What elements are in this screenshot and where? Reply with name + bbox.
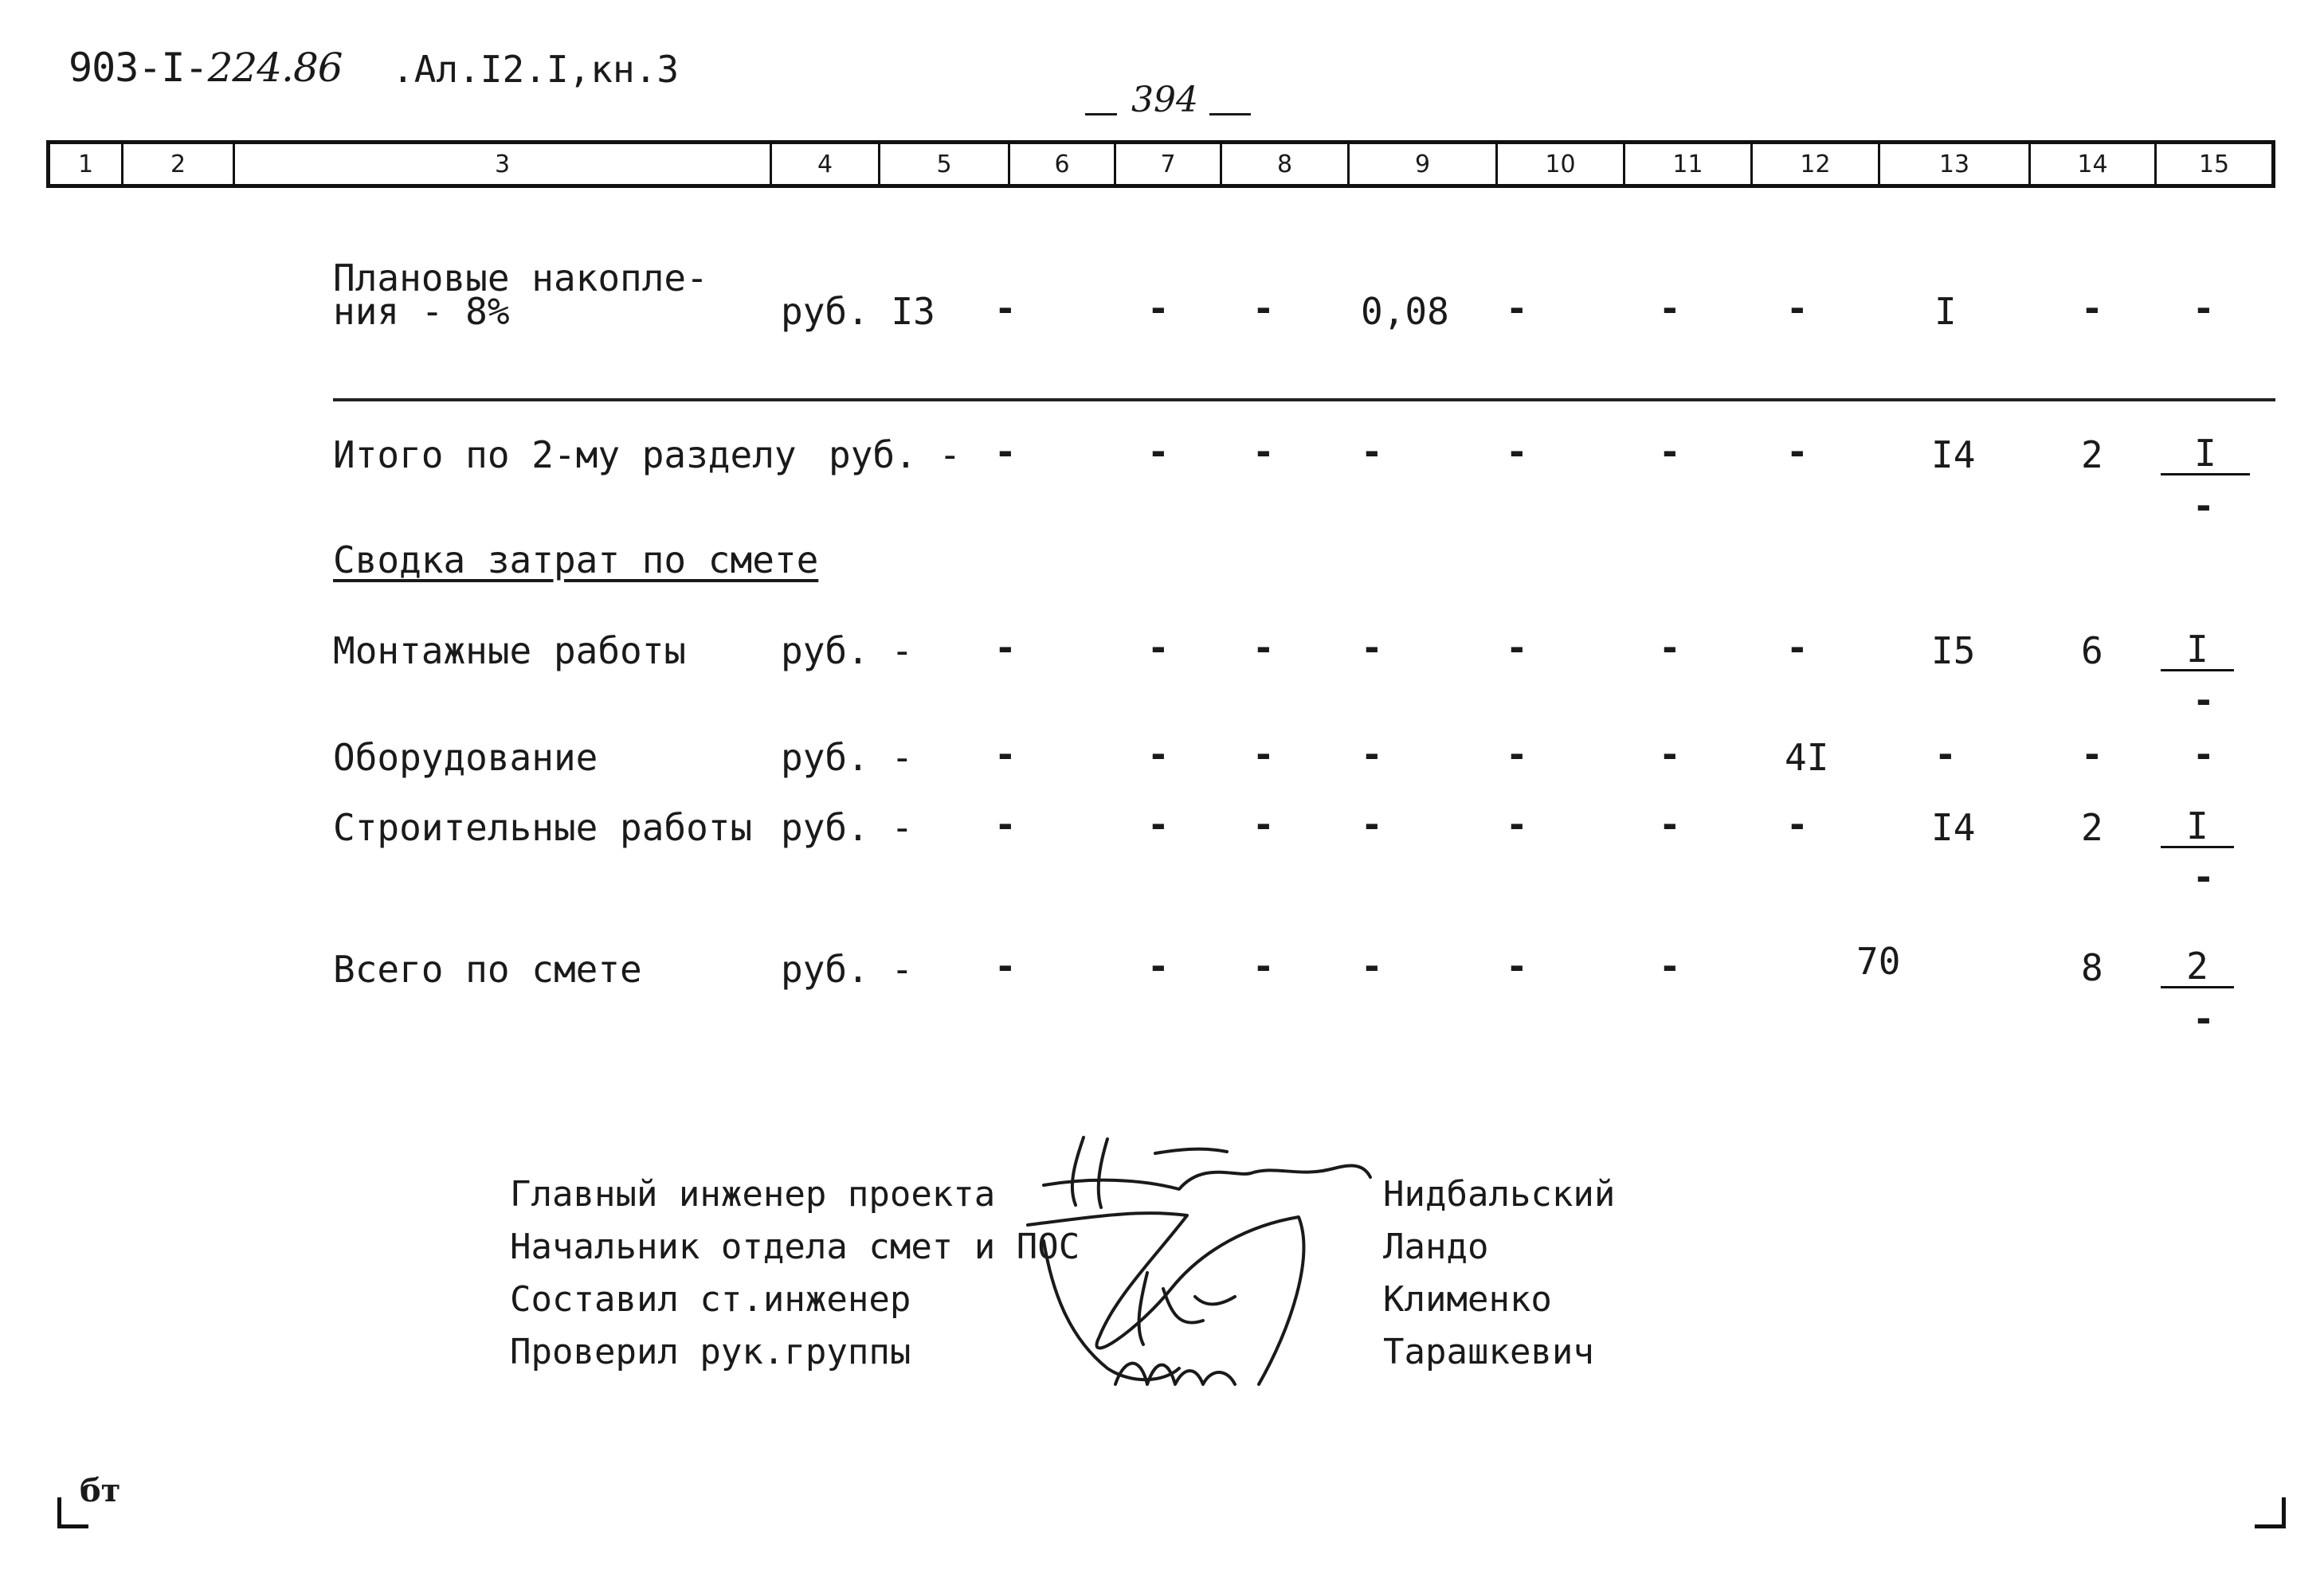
total-section2-col15: I: [2161, 433, 2250, 475]
equipment-col9: -: [1361, 733, 1383, 776]
signature-name-chief-engineer: Нидбальский: [1383, 1174, 1616, 1215]
installation-col14: 6: [2081, 629, 2103, 672]
column-header-15: 15: [2154, 144, 2271, 184]
construction-col7: -: [1147, 803, 1170, 846]
construction-col12: -: [1786, 803, 1809, 846]
installation-col11: -: [1659, 626, 1681, 669]
column-header-11: 11: [1623, 144, 1750, 184]
total-section2-col12: -: [1786, 430, 1809, 473]
installation-col13: I5: [1931, 629, 1976, 672]
column-number-header: [46, 140, 2275, 188]
signature-name-checker: Тарашкевич: [1383, 1332, 1594, 1372]
installation-label: Монтажные работы: [333, 629, 687, 672]
column-header-5: 5: [878, 144, 1008, 184]
document-code-handwritten: 224.86: [207, 45, 343, 91]
planned-col10: -: [1506, 287, 1528, 330]
installation-col15-below: -: [2193, 679, 2215, 722]
grand-total-label: Всего по смете: [333, 948, 642, 991]
construction-col11: -: [1659, 803, 1681, 846]
planned-col14: -: [2081, 287, 2103, 330]
column-header-8: 8: [1220, 144, 1347, 184]
signature-role-compiler: Составил ст.инженер: [510, 1279, 911, 1320]
construction-col8: -: [1252, 803, 1275, 846]
planned-col15: -: [2193, 287, 2215, 330]
total-section2-col13: I4: [1931, 433, 1976, 476]
planned-col7: -: [1147, 287, 1170, 330]
construction-col15-below: -: [2193, 855, 2215, 898]
grand-total-col11: -: [1659, 945, 1681, 988]
planned-col6: -: [994, 287, 1017, 330]
construction-col13: I4: [1931, 806, 1976, 849]
grand-total-col12: 70: [1856, 940, 1901, 983]
installation-col6: -: [994, 626, 1017, 669]
document-code: 903-I-224.86: [69, 45, 343, 91]
installation-col10: -: [1506, 626, 1528, 669]
total-section2-label: Итого по 2-му разделу: [333, 433, 797, 476]
total-section2-col10: -: [1506, 430, 1528, 473]
total-section2-col15-below: -: [2193, 484, 2215, 527]
planned-label-line2: ния - 8%: [333, 290, 510, 333]
total-section2-col11: -: [1659, 430, 1681, 473]
total-section2-col9: -: [1361, 430, 1383, 473]
grand-total-col6: -: [994, 945, 1017, 988]
column-header-12: 12: [1750, 144, 1878, 184]
total-section2-col7: -: [1147, 430, 1170, 473]
planned-col11: -: [1659, 287, 1681, 330]
equipment-col12: 4I: [1785, 736, 1829, 779]
column-header-9: 9: [1347, 144, 1495, 184]
installation-col12: -: [1786, 626, 1809, 669]
column-header-4: 4: [770, 144, 878, 184]
grand-total-col14: 8: [2081, 946, 2103, 989]
installation-unit: руб. -: [781, 629, 914, 672]
equipment-col8: -: [1252, 733, 1275, 776]
signature-role-checker: Проверил рук.группы: [510, 1332, 911, 1372]
total-section2-col14: 2: [2081, 433, 2103, 476]
column-header-14: 14: [2028, 144, 2154, 184]
column-header-3: 3: [233, 144, 770, 184]
page-number: 394: [1131, 80, 1198, 120]
construction-col15: I: [2161, 806, 2234, 848]
grand-total-col9: -: [1361, 945, 1383, 988]
equipment-col10: -: [1506, 733, 1528, 776]
construction-col14: 2: [2081, 806, 2103, 849]
equipment-col7: -: [1147, 733, 1170, 776]
planned-col8: -: [1252, 287, 1275, 330]
grand-total-col15: 2: [2161, 946, 2234, 988]
stamp-mark: бт: [80, 1472, 121, 1509]
installation-col9: -: [1361, 626, 1383, 669]
page-number-dash-left: [1085, 113, 1117, 115]
planned-col12: -: [1786, 287, 1809, 330]
equipment-label: Оборудование: [333, 736, 598, 779]
construction-label: Строительные работы: [333, 806, 753, 849]
construction-col9: -: [1361, 803, 1383, 846]
planned-col9: 0,08: [1361, 290, 1449, 333]
corner-mark-bottom-left: [57, 1497, 88, 1528]
grand-total-col10: -: [1506, 945, 1528, 988]
page-number-dash-right: [1209, 113, 1251, 115]
planned-label-line1: Плановые накопле-: [333, 256, 708, 299]
signature-role-department-head: Начальник отдела смет и ПОС: [510, 1227, 1080, 1267]
column-header-7: 7: [1114, 144, 1220, 184]
equipment-unit: руб. -: [781, 736, 914, 779]
summary-heading: Сводка затрат по смете: [333, 538, 819, 581]
planned-unit: руб. I3: [781, 290, 935, 333]
equipment-col11: -: [1659, 733, 1681, 776]
column-header-13: 13: [1878, 144, 2028, 184]
handwritten-signatures: [996, 1129, 1394, 1416]
installation-col15: I: [2161, 629, 2234, 671]
grand-total-unit: руб. -: [781, 948, 914, 991]
grand-total-col8: -: [1252, 945, 1275, 988]
column-header-1: 1: [77, 150, 94, 178]
signature-name-compiler: Клименко: [1383, 1279, 1552, 1320]
construction-unit: руб. -: [781, 806, 914, 849]
column-header-6: 6: [1008, 144, 1114, 184]
column-header-2: 2: [121, 144, 233, 184]
grand-total-col15-below: -: [2193, 997, 2215, 1040]
total-section2-col8: -: [1252, 430, 1275, 473]
signature-name-department-head: Ландо: [1383, 1227, 1489, 1267]
total-section2-col6: -: [994, 430, 1017, 473]
equipment-col13: -: [1934, 733, 1957, 776]
signature-role-chief-engineer: Главный инженер проекта: [510, 1174, 996, 1215]
construction-col6: -: [994, 803, 1017, 846]
total-section2-unit: руб. -: [829, 433, 962, 476]
planned-col13: I: [1934, 290, 1957, 333]
construction-col10: -: [1506, 803, 1528, 846]
corner-mark-bottom-right: [2255, 1497, 2286, 1528]
document-reference: .Ал.I2.I,кн.3: [392, 48, 680, 91]
column-header-10: 10: [1495, 144, 1623, 184]
equipment-col6: -: [994, 733, 1017, 776]
grand-total-col7: -: [1147, 945, 1170, 988]
section-divider: [333, 398, 2275, 401]
equipment-col15: -: [2193, 733, 2215, 776]
installation-col8: -: [1252, 626, 1275, 669]
equipment-col14: -: [2081, 733, 2103, 776]
installation-col7: -: [1147, 626, 1170, 669]
